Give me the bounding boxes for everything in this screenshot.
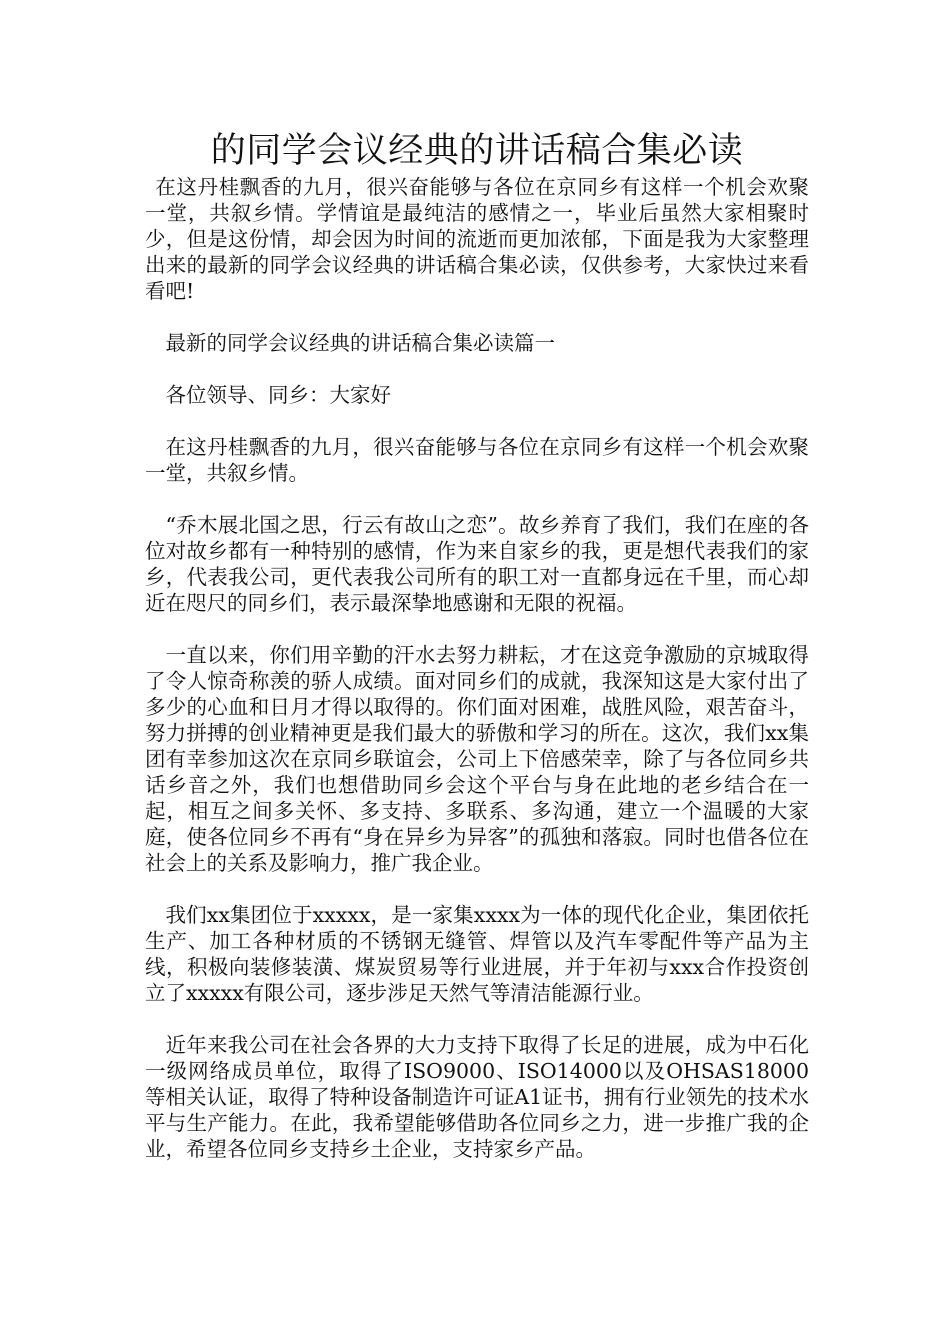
intro-paragraph: 在这丹桂飘香的九月，很兴奋能够与各位在京同乡有这样一个机会欢聚一堂，共叙乡情。学情谊是最纯洁的感情之一，毕业后虽然大家相聚时少，但是这份情，却会因为时间的流逝而更加浓郁，下面是我为大家整理出来的最新的同学会议经典的讲话稿合集必读，仅供参考，大家快过来看看吧! bbox=[145, 175, 809, 303]
paragraph-spacer bbox=[145, 408, 809, 434]
body-paragraph: 在这丹桂飘香的九月，很兴奋能够与各位在京同乡有这样一个机会欢聚一堂，共叙乡情。 bbox=[145, 435, 809, 485]
body-paragraph: 近年来我公司在社会各界的大力支持下取得了长足的进展，成为中石化一级网络成员单位，取得了ISO9000、ISO14000以及OHSAS18000等相关认证，取得了特种设备制造许可证A1证书，拥有行业领先的技术水平与生产能力。在此，我希望能够借助各位同乡之力，进一步推广我的企业，希望各位同乡支持乡土企业，支持家乡产品。 bbox=[145, 1033, 809, 1161]
paragraph-spacer bbox=[145, 876, 809, 902]
paragraph-spacer bbox=[145, 1006, 809, 1032]
body-paragraph: 一直以来，你们用辛勤的汗水去努力耕耘，才在这竞争激励的京城取得了令人惊奇称羡的骄人成绩。面对同乡们的成就，我深知这是大家付出了多少的心血和日月才得以取得的。你们面对困难，战胜风险，艰苦奋斗，努力拼搏的创业精神更是我们最大的骄傲和学习的所在。这次，我们xx集团有幸参加这次在京同乡联谊会，公司上下倍感荣幸，除了与各位同乡共话乡音之外，我们也想借助同乡会这个平台与身在此地的老乡结合在一起，相互之间多关怀、多支持、多联系、多沟通，建立一个温暖的大家庭，使各位同乡不再有“身在异乡为异客”的孤独和落寂。同时也借各位在社会上的关系及影响力，推广我企业。 bbox=[145, 643, 809, 875]
paragraph-spacer bbox=[145, 616, 809, 642]
section-heading: 最新的同学会议经典的讲话稿合集必读篇一 bbox=[165, 331, 555, 355]
paragraph-spacer bbox=[145, 356, 809, 382]
paragraph-spacer bbox=[145, 486, 809, 512]
body-paragraph: “乔木展北国之思，行云有故山之恋”。故乡养育了我们，我们在座的各位对故乡都有一种特别的感情，作为来自家乡的我，更是想代表我们的家乡，代表我公司，更代表我公司所有的职工对一直都身远在千里，而心却近在咫尺的同乡们，表示最深挚地感谢和无限的祝福。 bbox=[145, 513, 809, 615]
paragraph-spacer bbox=[145, 304, 809, 330]
document-title: 的同学会议经典的讲话稿合集必读 bbox=[210, 131, 744, 171]
document-page bbox=[145, 128, 809, 1162]
greeting-line: 各位领导、同乡：大家好 bbox=[165, 383, 391, 407]
body-paragraph: 我们xx集团位于xxxxx，是一家集xxxx为一体的现代化企业，集团依托生产、加工各种材质的不锈钢无缝管、焊管以及汽车零配件等产品为主线，积极向装修装潢、煤炭贸易等行业进展，并于年初与xxx合作投资创立了xxxxx有限公司，逐步涉足天然气等清洁能源行业。 bbox=[145, 903, 809, 1005]
